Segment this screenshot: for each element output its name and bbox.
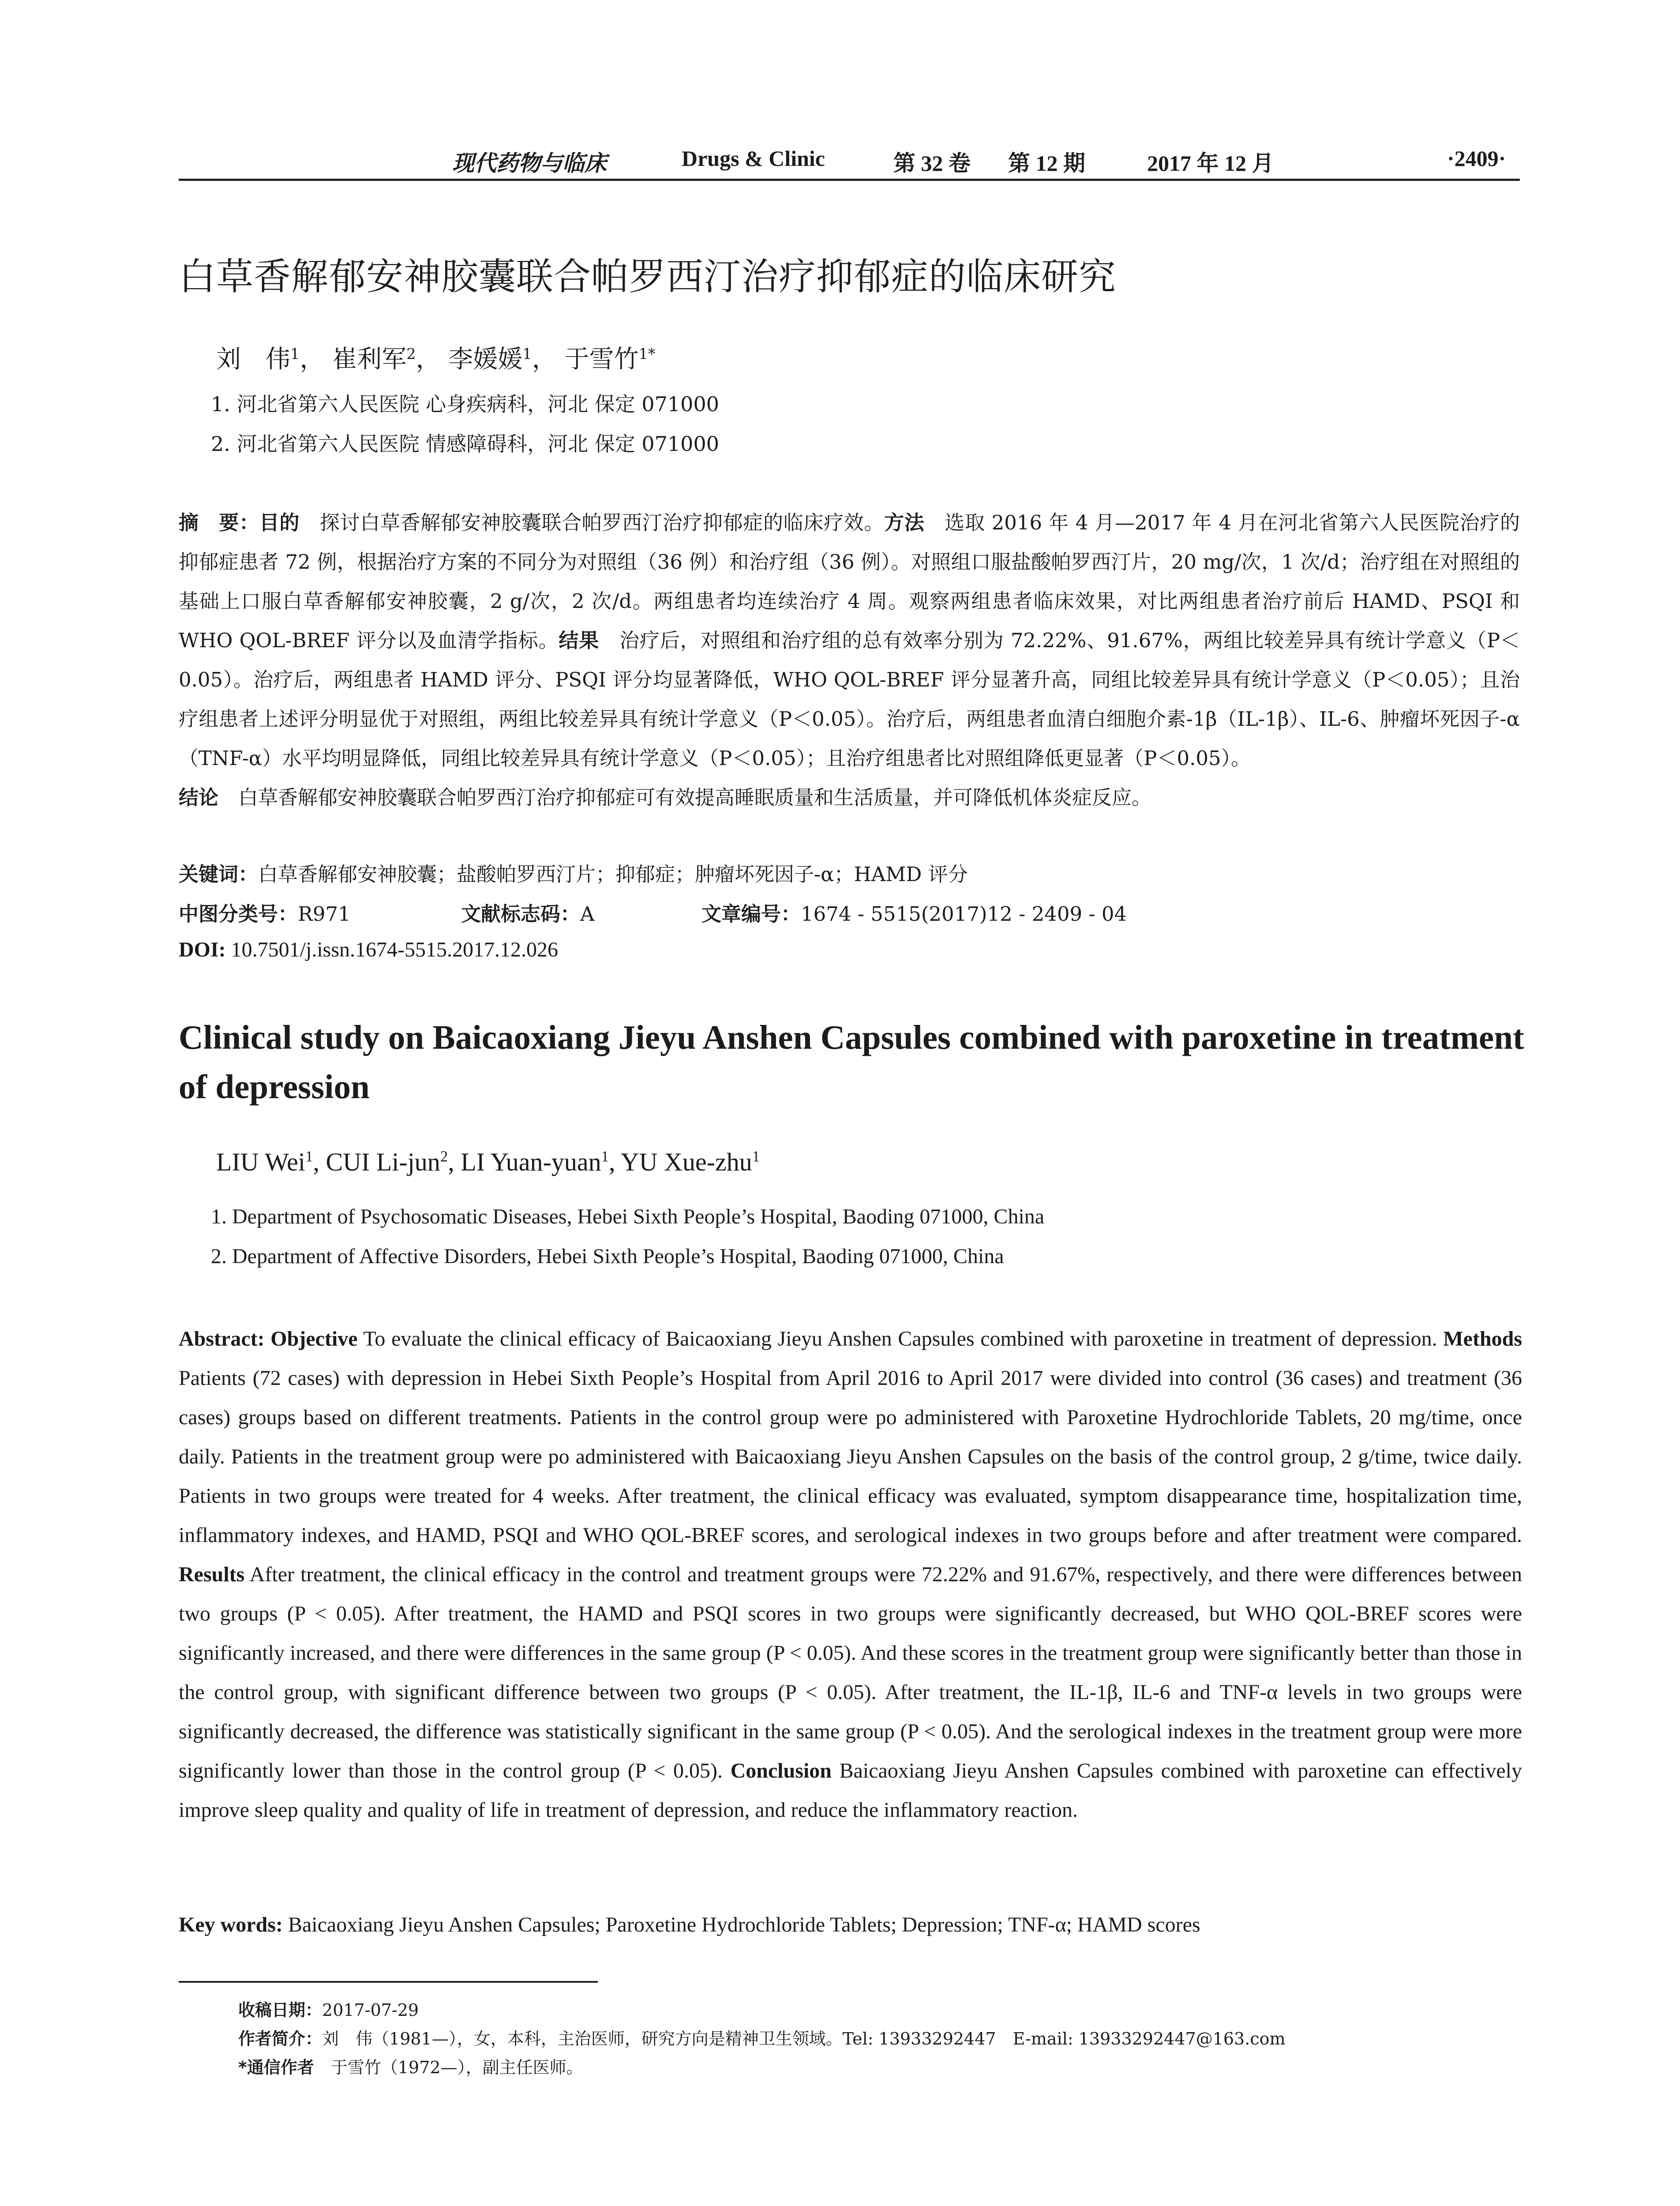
article-no-label: 文章编号： [701,902,801,926]
results-text-en: After treatment, the clinical efficacy in the control and treatment groups were 72.22% and 91.67%, respectively, and there were differences between two groups (P < 0.05). After treatment, the HAMD and PSQI scores in two groups were significantly decreased, but WHO QOL-BREF scores were significantly increased, and there were differences in the same group (P < 0.05). And these scores in the treatment group were significantly better than those in the control group, with significant difference between two groups (P < 0.05). After treatment, the IL-1β, IL-6 and TNF-α levels in two groups were significantly decreased, the difference was statistically significant in the same group (P < 0.05). And the serological indexes in the treatment group were more significantly lower than those in the control group (P < 0.05). [179,1563,1522,1782]
affiliation-mark: 1 [290,345,300,363]
journal-name-en: Drugs & Clinic [682,146,825,171]
affiliation-cn-1: 1. 河北省第六人民医院 心身疾病科，河北 保定 071000 [211,392,719,416]
abstract-cn [179,503,1520,817]
article-no-value: 1674 - 5515(2017)12 - 2409 - 04 [801,902,1127,926]
doi-value[interactable]: 10.7501/j.issn.1674-5515.2017.12.026 [225,938,559,961]
doc-code-value: A [580,902,595,926]
issue: 第 12 期 [1008,151,1085,176]
author-cn: 李媛媛 [448,345,523,374]
author-en: YU Xue-zhu [620,1148,752,1176]
issue-date: 2017 年 12 月 [1147,151,1274,176]
keywords-label-cn: 关键词： [179,863,259,886]
footnote-received [238,1996,419,2021]
page-number: ·2409· [1447,146,1506,171]
title-en: Clinical study on Baicaoxiang Jieyu Anshen Capsules combined with paroxetine in treatment of depression [179,1018,1524,1106]
footnote-author-bio [238,2025,1286,2049]
abstract-label-cn: 摘 要： [179,511,259,534]
bio-text: 刘 伟（1981—），女，本科，主治医师，研究方向是精神卫生领域。Tel: 13933292447 E-mail: 13933292447@163.com [322,2029,1286,2048]
keywords-text-cn: 白草香解郁安神胶囊；盐酸帕罗西汀片；抑郁症；肿瘤坏死因子-α；HAMD 评分 [258,863,968,886]
author-en: LIU Wei [216,1148,306,1176]
footnote-corresponding [238,2054,583,2078]
authors-cn: 刘 伟$^1$， 崔利军$^2$， 李媛媛$^1$， 于雪竹$^{1*}$ [216,345,656,374]
header-rule [179,179,1520,181]
affiliation-mark: 2 [440,1148,448,1165]
keywords-en [179,1913,1522,1937]
results-label-en: Results [179,1563,245,1586]
abstract-en [179,1319,1522,1830]
conclusion-text-en: Baicaoxiang Jieyu Anshen Capsules combined with paroxetine can effectively improve sleep quality and quality of life in treatment of depression, and reduce the inflammatory reaction. [179,1759,1522,1822]
running-header [179,142,1520,177]
author-cn: 于雪竹 [564,345,639,374]
author-en: CUI Li-jun [326,1148,440,1176]
doc-code-label: 文献标志码： [461,902,581,926]
clc-value: R971 [298,902,351,926]
footnote-rule [179,1981,598,1983]
affiliation-mark: 1 [305,1148,313,1165]
title-cn: 白草香解郁安神胶囊联合帕罗西汀治疗抑郁症的临床研究 [179,255,1117,298]
classification-line [179,898,351,927]
corresponding-text: 于雪竹（1972—），副主任医师。 [314,2058,583,2077]
affiliation-mark: 1 [601,1148,609,1165]
received-date: 2017-07-29 [322,2000,419,2020]
keywords-text-en: Baicaoxiang Jieyu Anshen Capsules; Paroxetine Hydrochloride Tablets; Depression; TNF-α; HAMD scores [282,1913,1200,1936]
doi-line [179,938,558,962]
article-number-line [701,898,1127,927]
keywords-cn [179,858,968,887]
affiliation-en-2: 2. Department of Affective Disorders, Hebei Sixth People’s Hospital, Baoding 071000, China [211,1245,1004,1268]
bio-label: 作者简介： [238,2029,322,2048]
affiliation-en-1: 1. Department of Psychosomatic Diseases, Hebei Sixth People’s Hospital, Baoding 071000, China [211,1205,1045,1228]
methods-label-en: Methods [1443,1327,1522,1351]
volume: 第 32 卷 [893,151,971,176]
authors-en: LIU Wei$^1$, CUI Li-jun$^2$, LI Yuan-yuan$^1$, YU Xue-zhu$^1$ [216,1148,760,1176]
conclusion-label-cn: 结论 [179,786,219,809]
affiliation-mark: 1 [522,345,532,363]
conclusion-label-en: Conclusion [730,1759,832,1782]
author-cn: 刘 伟 [216,345,290,374]
methods-text-cn: 选取 2016 年 4 月—2017 年 4 月在河北省第六人民医院治疗的抑郁症患者 72 例，根据治疗方案的不同分为对照组（36 例）和治疗组（36 例）。对照组口服盐酸帕罗西汀片，20 mg/次，1 次/d；治疗组在对照组的基础上口服白草香解郁安神胶囊，2 g/次，2 次/d。两组患者均连续治疗 4 周。观察两组患者临床效果，对比两组患者治疗前后 HAMD、PSQI 和 WHO QOL-BREF 评分以及血清学指标。 [179,511,1520,652]
methods-label-cn: 方法 [884,511,925,534]
affiliation-cn-2: 2. 河北省第六人民医院 情感障碍科，河北 保定 071000 [211,432,719,456]
author-en: LI Yuan-yuan [461,1148,601,1176]
objective-text-cn: 探讨白草香解郁安神胶囊联合帕罗西汀治疗抑郁症的临床疗效。 [300,511,885,534]
doi-label: DOI: [179,938,226,961]
methods-text-en: Patients (72 cases) with depression in Hebei Sixth People’s Hospital from April 2016 to April 2017 were divided into control (36 cases) and treatment (36 cases) groups based on different treatments. Patients in the control group were po administered with Paroxetine Hydrochloride Tablets, 20 mg/time, once daily. Patients in the treatment group were po administered with Baicaoxiang Jieyu Anshen Capsules on the basis of the control group, 2 g/time, twice daily. Patients in two groups were treated for 4 weeks. After treatment, the clinical efficacy was evaluated, symptom disappearance time, hospitalization time, inflammatory indexes, and HAMD, PSQI and WHO QOL-BREF scores, and serological indexes in two groups before and after treatment were compared. [179,1366,1522,1547]
affiliation-mark: 2 [406,345,416,363]
objective-label-cn: 目的 [259,511,300,534]
results-label-cn: 结果 [559,629,600,652]
affiliation-mark: 1* [638,345,656,363]
keywords-label-en: Key words: [179,1913,283,1936]
corresponding-label: *通信作者 [238,2058,314,2077]
affiliation-mark: 1 [752,1148,760,1165]
received-label: 收稿日期： [238,2000,322,2020]
results-text-cn: 治疗后，对照组和治疗组的总有效率分别为 72.22%、91.67%，两组比较差异具有统计学意义（P＜0.05）。治疗后，两组患者 HAMD 评分、PSQI 评分均显著降低，WHO QOL-BREF 评分显著升高，同组比较差异具有统计学意义（P＜0.05）；且治疗组患者上述评分明显优于对照组，两组比较差异具有统计学意义（P＜0.05）。治疗后，两组患者血清白细胞介素-1β（IL-1β）、IL-6、肿瘤坏死因子-α（TNF-α）水平均明显降低，同组比较差异具有统计学意义（P＜0.05）；且治疗组患者比对照组降低更显著（P＜0.05）。 [179,629,1520,770]
clc-label: 中图分类号： [179,902,298,926]
abstract-label-en: Abstract: Objective [179,1327,358,1351]
author-cn: 崔利军 [332,345,407,374]
journal-name-cn: 现代药物与临床 [452,151,607,176]
document-code-line [461,898,595,927]
conclusion-text-cn: 白草香解郁安神胶囊联合帕罗西汀治疗抑郁症可有效提高睡眠质量和生活质量，并可降低机体炎症反应。 [218,786,1152,809]
objective-text-en: To evaluate the clinical efficacy of Baicaoxiang Jieyu Anshen Capsules combined with paroxetine in treatment of depression. [357,1327,1444,1351]
